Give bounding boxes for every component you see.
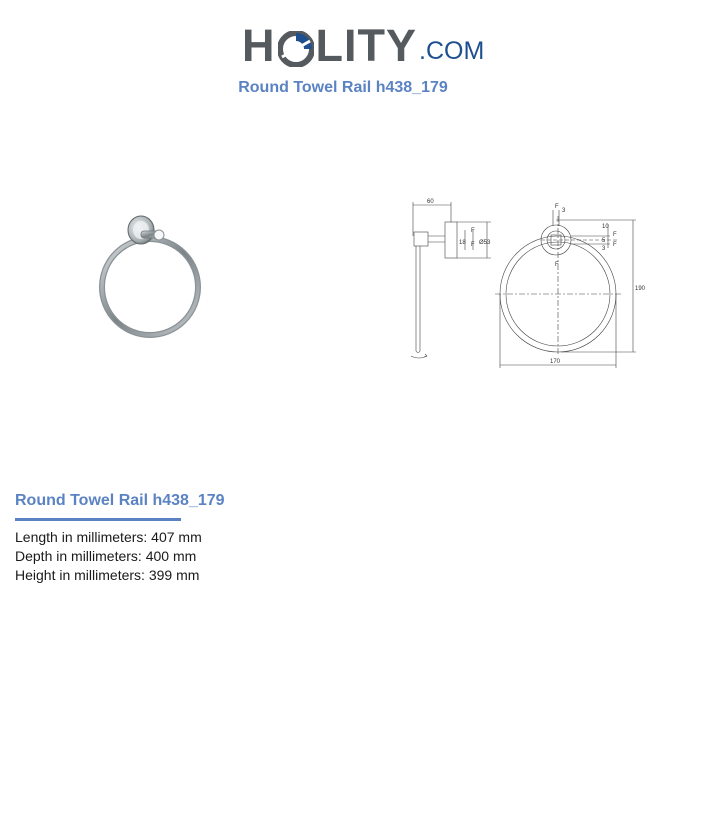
heading-underline: [15, 518, 181, 521]
dim-depth-label: 60: [427, 199, 434, 205]
logo-o-icon: [278, 29, 314, 65]
dim-base-diameter-label: Ø53: [479, 240, 491, 246]
product-photo[interactable]: [95, 205, 215, 345]
fix-label-bottom: F: [555, 262, 559, 268]
spec-height: [15, 566, 202, 585]
spec-label: Height in millimeters:: [15, 567, 145, 583]
dim-5-label: 5: [602, 238, 606, 244]
fix-label-1: F: [471, 228, 475, 234]
fix-label-right-1: F: [613, 232, 617, 238]
site-logo[interactable]: [242, 10, 485, 71]
logo-wordmark: [242, 20, 417, 71]
dim-3-label: 3: [562, 208, 566, 214]
logo-letter-h: H: [242, 20, 276, 71]
dim-height-label: 190: [635, 286, 645, 292]
spec-value: 400 mm: [145, 548, 197, 564]
fix-label-2: F: [471, 242, 475, 248]
spec-label: Length in millimeters:: [15, 529, 148, 545]
logo-domain-suffix: .COM: [419, 37, 485, 65]
spec-label: Depth in millimeters:: [15, 548, 142, 564]
spec-value: 407 mm: [151, 529, 202, 545]
dim-10-label: 10: [602, 224, 609, 230]
logo-letters-lity: LITY: [315, 20, 417, 71]
spec-value: 399 mm: [148, 567, 200, 583]
technical-drawing[interactable]: [405, 196, 645, 371]
page-title: Round Towel Rail h438_179: [238, 79, 448, 96]
spec-length: [15, 528, 202, 547]
spec-list: [15, 528, 202, 585]
dim-18-label: 18: [459, 240, 466, 246]
spec-depth: [15, 547, 202, 566]
dim-width-label: 170: [550, 359, 561, 365]
dim-3b-label: 3: [602, 246, 606, 252]
fix-label-top: F: [555, 204, 559, 210]
product-heading: Round Towel Rail h438_179: [15, 492, 225, 509]
fix-label-right-2: F: [613, 242, 617, 248]
